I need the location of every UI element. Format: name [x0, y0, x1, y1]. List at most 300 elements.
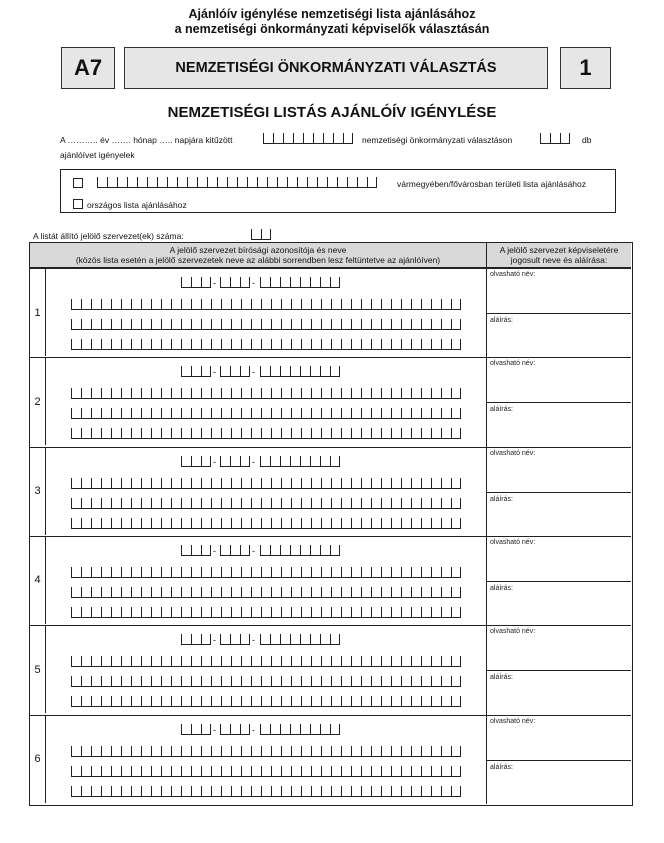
char-box[interactable]	[131, 656, 141, 667]
char-box[interactable]	[211, 518, 221, 529]
char-box[interactable]	[151, 388, 161, 399]
char-box[interactable]	[341, 567, 351, 578]
char-box[interactable]	[290, 545, 300, 556]
char-box[interactable]	[341, 498, 351, 509]
char-box[interactable]	[361, 696, 371, 707]
org-name-boxes[interactable]	[71, 786, 461, 797]
char-box[interactable]	[431, 746, 441, 757]
char-box[interactable]	[401, 299, 411, 310]
char-box[interactable]	[151, 478, 161, 489]
char-box[interactable]	[91, 676, 101, 687]
char-box[interactable]	[401, 518, 411, 529]
char-box[interactable]	[201, 634, 211, 645]
char-box[interactable]	[131, 498, 141, 509]
char-box[interactable]	[141, 656, 151, 667]
char-box[interactable]	[431, 388, 441, 399]
char-box[interactable]	[401, 607, 411, 618]
char-box[interactable]	[331, 607, 341, 618]
char-box[interactable]	[441, 766, 451, 777]
char-box[interactable]	[181, 545, 191, 556]
char-box[interactable]	[251, 766, 261, 777]
char-box[interactable]	[201, 478, 211, 489]
char-box[interactable]	[300, 366, 310, 377]
char-box[interactable]	[231, 786, 241, 797]
char-box[interactable]	[240, 277, 250, 288]
char-box[interactable]	[421, 696, 431, 707]
char-box[interactable]	[131, 339, 141, 350]
char-box[interactable]	[131, 676, 141, 687]
char-box[interactable]	[291, 408, 301, 419]
char-box[interactable]	[560, 133, 570, 144]
court-id-boxes[interactable]	[220, 277, 250, 288]
char-box[interactable]	[421, 498, 431, 509]
char-box[interactable]	[237, 177, 247, 188]
char-box[interactable]	[281, 408, 291, 419]
char-box[interactable]	[121, 478, 131, 489]
char-box[interactable]	[381, 607, 391, 618]
char-box[interactable]	[71, 567, 81, 578]
char-box[interactable]	[207, 177, 217, 188]
char-box[interactable]	[191, 766, 201, 777]
char-box[interactable]	[273, 133, 283, 144]
char-box[interactable]	[231, 498, 241, 509]
char-box[interactable]	[151, 607, 161, 618]
char-box[interactable]	[550, 133, 560, 144]
char-box[interactable]	[263, 133, 273, 144]
char-box[interactable]	[321, 299, 331, 310]
char-box[interactable]	[221, 676, 231, 687]
court-id-boxes[interactable]	[220, 456, 250, 467]
char-box[interactable]	[191, 388, 201, 399]
char-box[interactable]	[251, 498, 261, 509]
org-name-boxes[interactable]	[71, 408, 461, 419]
char-box[interactable]	[251, 587, 261, 598]
char-box[interactable]	[361, 518, 371, 529]
char-box[interactable]	[371, 339, 381, 350]
char-box[interactable]	[181, 498, 191, 509]
char-box[interactable]	[101, 428, 111, 439]
char-box[interactable]	[361, 746, 371, 757]
char-box[interactable]	[371, 428, 381, 439]
char-box[interactable]	[451, 498, 461, 509]
char-box[interactable]	[240, 634, 250, 645]
char-box[interactable]	[431, 607, 441, 618]
char-box[interactable]	[181, 319, 191, 330]
char-box[interactable]	[81, 498, 91, 509]
char-box[interactable]	[201, 746, 211, 757]
char-box[interactable]	[141, 518, 151, 529]
char-box[interactable]	[121, 299, 131, 310]
char-box[interactable]	[220, 366, 230, 377]
char-box[interactable]	[81, 388, 91, 399]
char-box[interactable]	[401, 478, 411, 489]
char-box[interactable]	[221, 498, 231, 509]
char-box[interactable]	[91, 656, 101, 667]
char-box[interactable]	[320, 277, 330, 288]
char-box[interactable]	[391, 339, 401, 350]
char-box[interactable]	[280, 366, 290, 377]
char-box[interactable]	[281, 518, 291, 529]
char-box[interactable]	[241, 607, 251, 618]
char-box[interactable]	[401, 656, 411, 667]
char-box[interactable]	[331, 587, 341, 598]
char-box[interactable]	[81, 656, 91, 667]
char-box[interactable]	[91, 339, 101, 350]
char-box[interactable]	[191, 299, 201, 310]
char-box[interactable]	[71, 696, 81, 707]
char-box[interactable]	[451, 766, 461, 777]
char-box[interactable]	[91, 567, 101, 578]
char-box[interactable]	[151, 498, 161, 509]
char-box[interactable]	[291, 339, 301, 350]
char-box[interactable]	[201, 366, 211, 377]
char-box[interactable]	[381, 786, 391, 797]
char-box[interactable]	[280, 277, 290, 288]
char-box[interactable]	[181, 408, 191, 419]
char-box[interactable]	[101, 696, 111, 707]
char-box[interactable]	[111, 786, 121, 797]
char-box[interactable]	[191, 277, 201, 288]
char-box[interactable]	[371, 607, 381, 618]
char-box[interactable]	[411, 766, 421, 777]
char-box[interactable]	[281, 676, 291, 687]
char-box[interactable]	[271, 319, 281, 330]
char-box[interactable]	[391, 498, 401, 509]
char-box[interactable]	[231, 607, 241, 618]
char-box[interactable]	[161, 299, 171, 310]
char-box[interactable]	[401, 339, 411, 350]
char-box[interactable]	[321, 428, 331, 439]
char-box[interactable]	[91, 428, 101, 439]
char-box[interactable]	[431, 408, 441, 419]
char-box[interactable]	[441, 696, 451, 707]
char-box[interactable]	[290, 277, 300, 288]
char-box[interactable]	[341, 339, 351, 350]
char-box[interactable]	[421, 408, 431, 419]
char-box[interactable]	[81, 478, 91, 489]
char-box[interactable]	[91, 299, 101, 310]
char-box[interactable]	[211, 587, 221, 598]
sheet-count-boxes[interactable]	[540, 133, 570, 144]
char-box[interactable]	[71, 498, 81, 509]
org-name-boxes[interactable]	[71, 746, 461, 757]
char-box[interactable]	[221, 478, 231, 489]
char-box[interactable]	[451, 388, 461, 399]
char-box[interactable]	[371, 498, 381, 509]
char-box[interactable]	[241, 676, 251, 687]
char-box[interactable]	[261, 428, 271, 439]
char-box[interactable]	[221, 567, 231, 578]
char-box[interactable]	[271, 786, 281, 797]
char-box[interactable]	[351, 408, 361, 419]
char-box[interactable]	[81, 319, 91, 330]
char-box[interactable]	[301, 676, 311, 687]
char-box[interactable]	[191, 587, 201, 598]
char-box[interactable]	[231, 339, 241, 350]
char-box[interactable]	[181, 607, 191, 618]
char-box[interactable]	[441, 607, 451, 618]
char-box[interactable]	[211, 786, 221, 797]
char-box[interactable]	[391, 676, 401, 687]
org-name-boxes[interactable]	[71, 339, 461, 350]
char-box[interactable]	[251, 229, 261, 240]
char-box[interactable]	[311, 478, 321, 489]
char-box[interactable]	[91, 518, 101, 529]
char-box[interactable]	[411, 388, 421, 399]
char-box[interactable]	[331, 786, 341, 797]
char-box[interactable]	[320, 724, 330, 735]
char-box[interactable]	[291, 746, 301, 757]
char-box[interactable]	[251, 339, 261, 350]
char-box[interactable]	[271, 518, 281, 529]
char-box[interactable]	[351, 388, 361, 399]
char-box[interactable]	[81, 339, 91, 350]
char-box[interactable]	[91, 478, 101, 489]
char-box[interactable]	[251, 696, 261, 707]
char-box[interactable]	[271, 696, 281, 707]
char-box[interactable]	[421, 607, 431, 618]
char-box[interactable]	[421, 388, 431, 399]
char-box[interactable]	[261, 478, 271, 489]
char-box[interactable]	[171, 696, 181, 707]
court-id-boxes[interactable]	[260, 456, 340, 467]
char-box[interactable]	[211, 408, 221, 419]
char-box[interactable]	[361, 388, 371, 399]
char-box[interactable]	[331, 319, 341, 330]
char-box[interactable]	[247, 177, 257, 188]
char-box[interactable]	[121, 607, 131, 618]
char-box[interactable]	[271, 746, 281, 757]
char-box[interactable]	[241, 478, 251, 489]
char-box[interactable]	[221, 587, 231, 598]
char-box[interactable]	[171, 567, 181, 578]
char-box[interactable]	[333, 133, 343, 144]
char-box[interactable]	[271, 339, 281, 350]
char-box[interactable]	[181, 456, 191, 467]
char-box[interactable]	[241, 319, 251, 330]
char-box[interactable]	[121, 498, 131, 509]
char-box[interactable]	[297, 177, 307, 188]
char-box[interactable]	[101, 746, 111, 757]
char-box[interactable]	[251, 388, 261, 399]
char-box[interactable]	[201, 408, 211, 419]
char-box[interactable]	[351, 339, 361, 350]
char-box[interactable]	[181, 567, 191, 578]
char-box[interactable]	[260, 456, 270, 467]
signature-field[interactable]: aláírás:	[490, 674, 513, 682]
char-box[interactable]	[241, 408, 251, 419]
org-name-boxes[interactable]	[71, 498, 461, 509]
char-box[interactable]	[361, 587, 371, 598]
char-box[interactable]	[181, 724, 191, 735]
char-box[interactable]	[220, 634, 230, 645]
char-box[interactable]	[351, 587, 361, 598]
char-box[interactable]	[211, 428, 221, 439]
char-box[interactable]	[171, 676, 181, 687]
char-box[interactable]	[161, 428, 171, 439]
char-box[interactable]	[117, 177, 127, 188]
char-box[interactable]	[391, 388, 401, 399]
char-box[interactable]	[241, 766, 251, 777]
char-box[interactable]	[141, 786, 151, 797]
char-box[interactable]	[181, 786, 191, 797]
char-box[interactable]	[240, 366, 250, 377]
char-box[interactable]	[181, 634, 191, 645]
national-list-checkbox[interactable]	[73, 199, 83, 209]
char-box[interactable]	[231, 567, 241, 578]
char-box[interactable]	[121, 388, 131, 399]
char-box[interactable]	[220, 724, 230, 735]
char-box[interactable]	[391, 319, 401, 330]
char-box[interactable]	[191, 319, 201, 330]
char-box[interactable]	[421, 746, 431, 757]
char-box[interactable]	[341, 746, 351, 757]
char-box[interactable]	[291, 518, 301, 529]
char-box[interactable]	[351, 319, 361, 330]
char-box[interactable]	[131, 587, 141, 598]
char-box[interactable]	[231, 766, 241, 777]
char-box[interactable]	[151, 567, 161, 578]
char-box[interactable]	[311, 518, 321, 529]
char-box[interactable]	[291, 478, 301, 489]
char-box[interactable]	[301, 696, 311, 707]
char-box[interactable]	[261, 388, 271, 399]
char-box[interactable]	[197, 177, 207, 188]
char-box[interactable]	[270, 545, 280, 556]
char-box[interactable]	[361, 478, 371, 489]
char-box[interactable]	[327, 177, 337, 188]
char-box[interactable]	[261, 299, 271, 310]
char-box[interactable]	[101, 388, 111, 399]
char-box[interactable]	[201, 299, 211, 310]
char-box[interactable]	[101, 299, 111, 310]
char-box[interactable]	[151, 319, 161, 330]
org-name-boxes[interactable]	[71, 478, 461, 489]
char-box[interactable]	[401, 786, 411, 797]
char-box[interactable]	[300, 545, 310, 556]
char-box[interactable]	[341, 518, 351, 529]
char-box[interactable]	[293, 133, 303, 144]
char-box[interactable]	[151, 587, 161, 598]
char-box[interactable]	[411, 319, 421, 330]
char-box[interactable]	[201, 428, 211, 439]
char-box[interactable]	[367, 177, 377, 188]
char-box[interactable]	[411, 696, 421, 707]
char-box[interactable]	[101, 786, 111, 797]
char-box[interactable]	[361, 607, 371, 618]
char-box[interactable]	[151, 746, 161, 757]
char-box[interactable]	[421, 339, 431, 350]
char-box[interactable]	[331, 518, 341, 529]
char-box[interactable]	[121, 319, 131, 330]
char-box[interactable]	[220, 277, 230, 288]
char-box[interactable]	[411, 567, 421, 578]
char-box[interactable]	[381, 587, 391, 598]
signature-field[interactable]: aláírás:	[490, 495, 513, 503]
char-box[interactable]	[240, 724, 250, 735]
char-box[interactable]	[227, 177, 237, 188]
char-box[interactable]	[221, 696, 231, 707]
char-box[interactable]	[411, 478, 421, 489]
char-box[interactable]	[431, 498, 441, 509]
char-box[interactable]	[121, 746, 131, 757]
char-box[interactable]	[81, 766, 91, 777]
char-box[interactable]	[401, 587, 411, 598]
char-box[interactable]	[171, 656, 181, 667]
char-box[interactable]	[111, 319, 121, 330]
char-box[interactable]	[371, 656, 381, 667]
char-box[interactable]	[451, 746, 461, 757]
char-box[interactable]	[330, 545, 340, 556]
char-box[interactable]	[441, 299, 451, 310]
char-box[interactable]	[81, 746, 91, 757]
char-box[interactable]	[141, 408, 151, 419]
char-box[interactable]	[331, 696, 341, 707]
char-box[interactable]	[81, 567, 91, 578]
char-box[interactable]	[191, 676, 201, 687]
char-box[interactable]	[151, 339, 161, 350]
char-box[interactable]	[321, 339, 331, 350]
char-box[interactable]	[361, 299, 371, 310]
char-box[interactable]	[411, 587, 421, 598]
char-box[interactable]	[230, 277, 240, 288]
char-box[interactable]	[251, 746, 261, 757]
char-box[interactable]	[71, 388, 81, 399]
char-box[interactable]	[251, 567, 261, 578]
char-box[interactable]	[261, 229, 271, 240]
char-box[interactable]	[311, 567, 321, 578]
char-box[interactable]	[391, 518, 401, 529]
char-box[interactable]	[421, 587, 431, 598]
char-box[interactable]	[401, 676, 411, 687]
char-box[interactable]	[141, 428, 151, 439]
char-box[interactable]	[381, 656, 391, 667]
char-box[interactable]	[351, 607, 361, 618]
char-box[interactable]	[281, 766, 291, 777]
char-box[interactable]	[361, 498, 371, 509]
char-box[interactable]	[181, 656, 191, 667]
char-box[interactable]	[431, 786, 441, 797]
char-box[interactable]	[341, 299, 351, 310]
char-box[interactable]	[231, 676, 241, 687]
char-box[interactable]	[361, 339, 371, 350]
char-box[interactable]	[281, 696, 291, 707]
court-id-boxes[interactable]	[181, 277, 211, 288]
char-box[interactable]	[81, 408, 91, 419]
char-box[interactable]	[290, 724, 300, 735]
court-id-boxes[interactable]	[260, 545, 340, 556]
char-box[interactable]	[201, 676, 211, 687]
char-box[interactable]	[171, 428, 181, 439]
char-box[interactable]	[91, 408, 101, 419]
char-box[interactable]	[411, 746, 421, 757]
court-id-boxes[interactable]	[220, 366, 250, 377]
char-box[interactable]	[291, 656, 301, 667]
char-box[interactable]	[401, 567, 411, 578]
char-box[interactable]	[101, 587, 111, 598]
char-box[interactable]	[211, 696, 221, 707]
char-box[interactable]	[371, 518, 381, 529]
char-box[interactable]	[191, 498, 201, 509]
char-box[interactable]	[91, 319, 101, 330]
char-box[interactable]	[271, 567, 281, 578]
char-box[interactable]	[121, 656, 131, 667]
char-box[interactable]	[441, 746, 451, 757]
char-box[interactable]	[431, 656, 441, 667]
char-box[interactable]	[260, 545, 270, 556]
char-box[interactable]	[231, 408, 241, 419]
char-box[interactable]	[171, 388, 181, 399]
